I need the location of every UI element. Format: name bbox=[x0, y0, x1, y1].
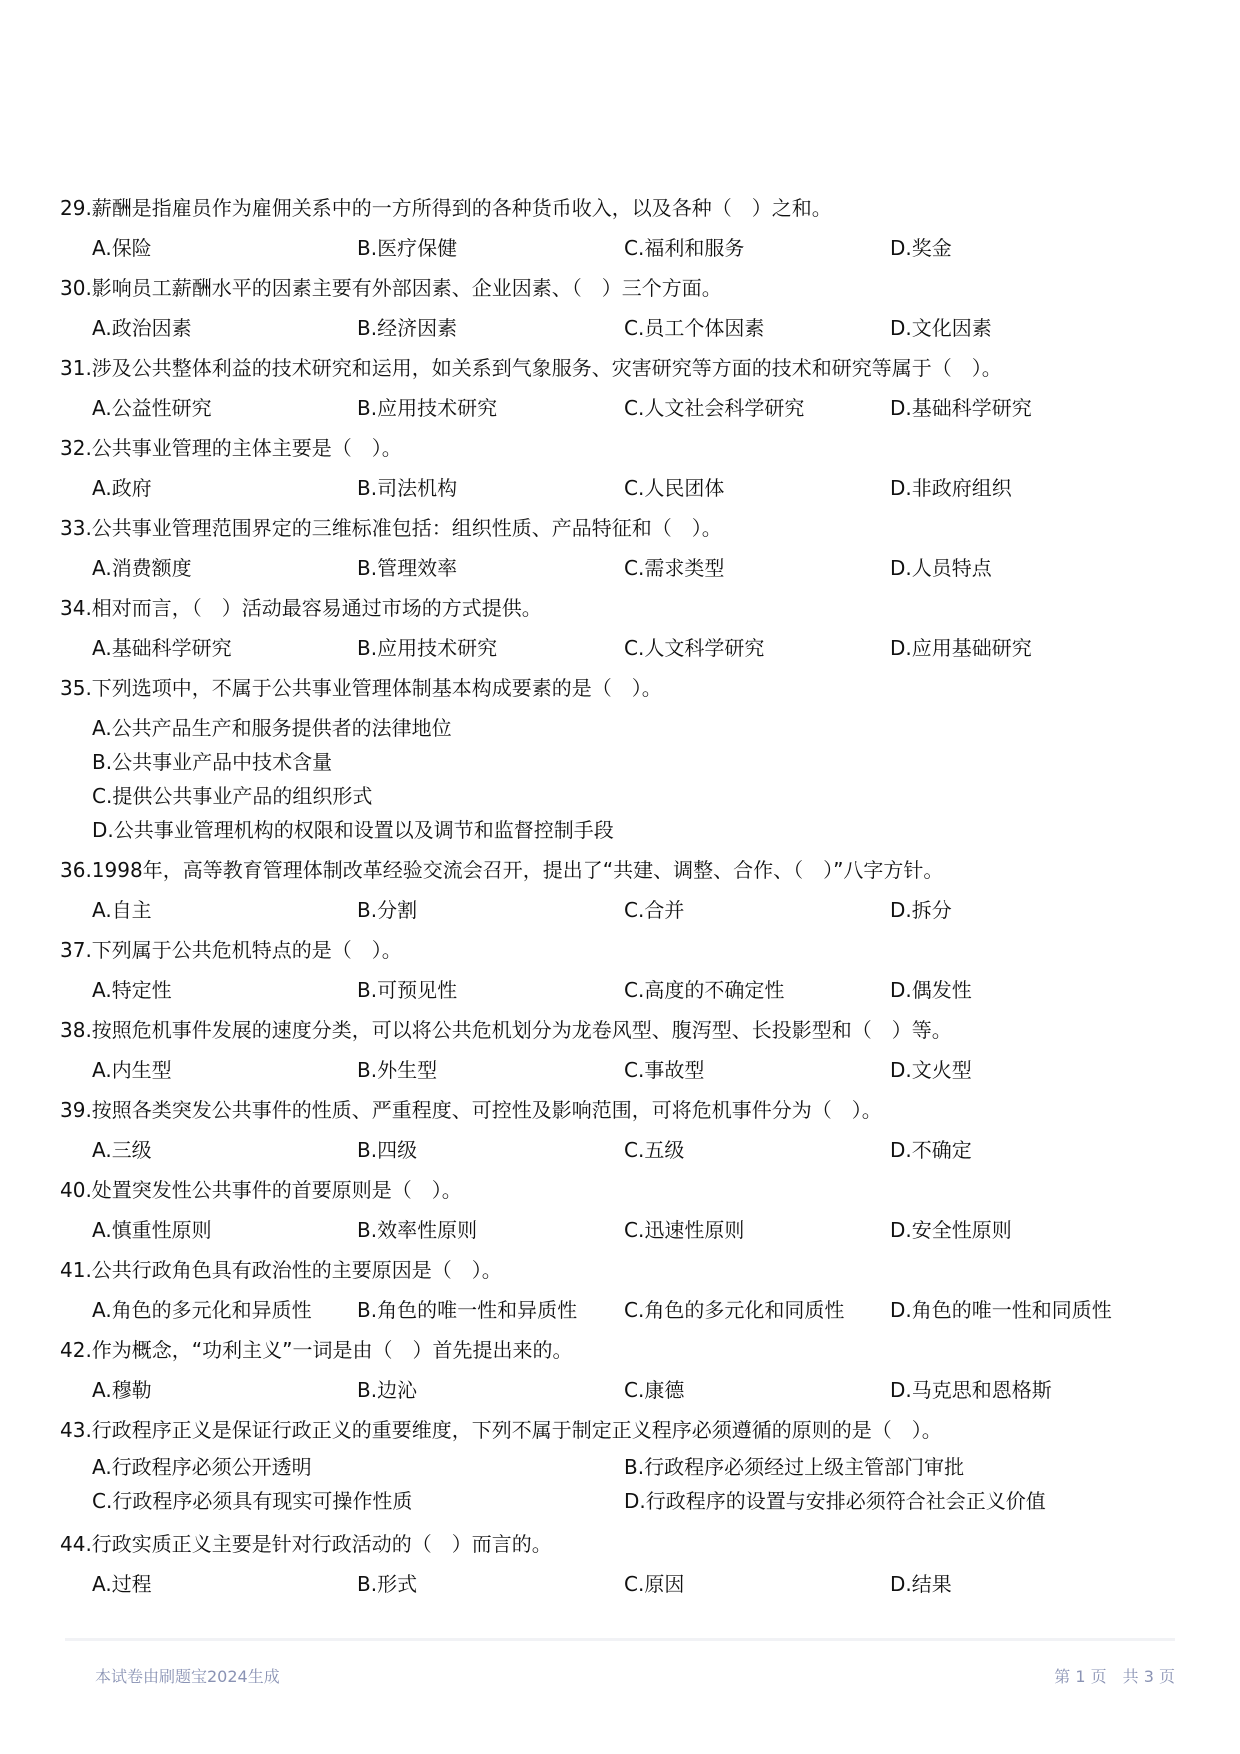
question-block bbox=[60, 668, 1180, 850]
question-block bbox=[60, 268, 1180, 348]
option-b[interactable]: B.医疗保健 bbox=[357, 236, 458, 260]
option-c[interactable]: C.员工个体因素 bbox=[624, 316, 765, 340]
question-block bbox=[60, 1090, 1180, 1170]
option-row bbox=[60, 308, 1180, 348]
question-stem: 40.处置突发性公共事件的首要原则是（ ）。 bbox=[60, 1178, 462, 1202]
option-row bbox=[60, 1210, 1180, 1250]
option-a[interactable]: A.角色的多元化和异质性 bbox=[92, 1298, 312, 1322]
option-c[interactable]: C.五级 bbox=[624, 1138, 685, 1162]
option-b[interactable]: B.行政程序必须经过上级主管部门审批 bbox=[624, 1455, 965, 1479]
option-row bbox=[60, 890, 1180, 930]
option-d[interactable]: D.结果 bbox=[890, 1572, 952, 1596]
option-row bbox=[60, 468, 1180, 508]
option-a[interactable]: A.内生型 bbox=[92, 1058, 172, 1082]
option-c[interactable]: C.需求类型 bbox=[624, 556, 725, 580]
option-c[interactable]: C.人民团体 bbox=[624, 476, 725, 500]
option-b[interactable]: B.四级 bbox=[357, 1138, 418, 1162]
question-block bbox=[60, 588, 1180, 668]
option-d[interactable]: D.偶发性 bbox=[890, 978, 972, 1002]
option-row bbox=[60, 388, 1180, 428]
option-a[interactable]: A.特定性 bbox=[92, 978, 172, 1002]
option-row bbox=[60, 1484, 1180, 1518]
option-d[interactable]: D.不确定 bbox=[890, 1138, 972, 1162]
question-block bbox=[60, 850, 1180, 930]
option-d[interactable]: D.行政程序的设置与安排必须符合社会正义价值 bbox=[624, 1489, 1046, 1513]
question-stem: 29.薪酬是指雇员作为雇佣关系中的一方所得到的各种货币收入，以及各种（ ）之和。 bbox=[60, 196, 832, 220]
question-stem: 32.公共事业管理的主体主要是（ ）。 bbox=[60, 436, 402, 460]
option-b[interactable]: B.形式 bbox=[357, 1572, 418, 1596]
option-b[interactable]: B.边沁 bbox=[357, 1378, 418, 1402]
option-b[interactable]: B.管理效率 bbox=[357, 556, 458, 580]
question-stem: 35.下列选项中，不属于公共事业管理体制基本构成要素的是（ ）。 bbox=[60, 676, 662, 700]
option-c[interactable]: C.迅速性原则 bbox=[624, 1218, 745, 1242]
option-c[interactable]: C.福利和服务 bbox=[624, 236, 745, 260]
option-d[interactable]: D.文化因素 bbox=[890, 316, 992, 340]
option-d[interactable]: D.文火型 bbox=[890, 1058, 972, 1082]
question-stem: 38.按照危机事件发展的速度分类，可以将公共危机划分为龙卷风型、腹泻型、长投影型和（ ）等。 bbox=[60, 1018, 952, 1042]
option-a[interactable]: A.政治因素 bbox=[92, 316, 192, 340]
option-b[interactable]: B.效率性原则 bbox=[357, 1218, 478, 1242]
option-a[interactable]: A.公益性研究 bbox=[92, 396, 212, 420]
option-d[interactable]: D.角色的唯一性和同质性 bbox=[890, 1298, 1112, 1322]
option-b[interactable]: B.应用技术研究 bbox=[357, 636, 498, 660]
option-a[interactable]: A.政府 bbox=[92, 476, 152, 500]
question-block bbox=[60, 188, 1180, 268]
option-c[interactable]: C.高度的不确定性 bbox=[624, 978, 785, 1002]
option-d[interactable]: D.公共事业管理机构的权限和设置以及调节和监督控制手段 bbox=[92, 818, 614, 842]
option-a[interactable]: A.过程 bbox=[92, 1572, 152, 1596]
option-b[interactable]: B.可预见性 bbox=[357, 978, 458, 1002]
option-row bbox=[60, 548, 1180, 588]
option-row bbox=[60, 1050, 1180, 1090]
option-a[interactable]: A.穆勒 bbox=[92, 1378, 152, 1402]
option-c[interactable]: C.角色的多元化和同质性 bbox=[624, 1298, 845, 1322]
question-stem: 34.相对而言，（ ）活动最容易通过市场的方式提供。 bbox=[60, 596, 542, 620]
option-row bbox=[60, 1290, 1180, 1330]
option-row bbox=[60, 970, 1180, 1010]
option-b[interactable]: B.经济因素 bbox=[357, 316, 458, 340]
option-c[interactable]: C.合并 bbox=[624, 898, 685, 922]
option-c[interactable]: C.康德 bbox=[624, 1378, 685, 1402]
option-row bbox=[60, 628, 1180, 668]
footer-page-number: 第 1 页 共 3 页 bbox=[1054, 1667, 1175, 1686]
option-c[interactable]: C.行政程序必须具有现实可操作性质 bbox=[92, 1489, 413, 1513]
question-stem: 42.作为概念，“功利主义”一词是由（ ）首先提出来的。 bbox=[60, 1338, 573, 1362]
footer-source: 本试卷由刷题宝2024生成 bbox=[95, 1667, 280, 1686]
question-block bbox=[60, 348, 1180, 428]
option-c[interactable]: C.人文科学研究 bbox=[624, 636, 765, 660]
question-stem: 41.公共行政角色具有政治性的主要原因是（ ）。 bbox=[60, 1258, 502, 1282]
option-b[interactable]: B.外生型 bbox=[357, 1058, 438, 1082]
option-row bbox=[60, 1450, 1180, 1484]
option-d[interactable]: D.奖金 bbox=[890, 236, 952, 260]
option-c[interactable]: C.提供公共事业产品的组织形式 bbox=[92, 784, 373, 808]
question-stem: 44.行政实质正义主要是针对行政活动的（ ）而言的。 bbox=[60, 1532, 552, 1556]
question-stem: 43.行政程序正义是保证行政正义的重要维度，下列不属于制定正义程序必须遵循的原则的是（ ）。 bbox=[60, 1418, 942, 1442]
question-block bbox=[60, 1330, 1180, 1410]
question-block bbox=[60, 1170, 1180, 1250]
option-a[interactable]: A.慎重性原则 bbox=[92, 1218, 212, 1242]
question-stem: 37.下列属于公共危机特点的是（ ）。 bbox=[60, 938, 402, 962]
option-d[interactable]: D.安全性原则 bbox=[890, 1218, 1012, 1242]
question-block bbox=[60, 428, 1180, 508]
option-d[interactable]: D.人员特点 bbox=[890, 556, 992, 580]
footer-divider bbox=[65, 1638, 1175, 1641]
option-d[interactable]: D.基础科学研究 bbox=[890, 396, 1032, 420]
question-block bbox=[60, 1250, 1180, 1330]
option-c[interactable]: C.人文社会科学研究 bbox=[624, 396, 805, 420]
question-block bbox=[60, 930, 1180, 1010]
option-b[interactable]: B.角色的唯一性和异质性 bbox=[357, 1298, 578, 1322]
question-stem: 39.按照各类突发公共事件的性质、严重程度、可控性及影响范围，可将危机事件分为（ ）。 bbox=[60, 1098, 882, 1122]
option-d[interactable]: D.非政府组织 bbox=[890, 476, 1012, 500]
option-a[interactable]: A.保险 bbox=[92, 236, 152, 260]
question-stem: 33.公共事业管理范围界定的三维标准包括：组织性质、产品特征和（ ）。 bbox=[60, 516, 722, 540]
option-a[interactable]: A.自主 bbox=[92, 898, 152, 922]
question-block bbox=[60, 508, 1180, 588]
option-b[interactable]: B.公共事业产品中技术含量 bbox=[92, 750, 333, 774]
option-a[interactable]: A.消费额度 bbox=[92, 556, 192, 580]
option-c[interactable]: C.原因 bbox=[624, 1572, 685, 1596]
question-list bbox=[60, 188, 1180, 1604]
option-a[interactable]: A.行政程序必须公开透明 bbox=[92, 1455, 312, 1479]
option-row bbox=[60, 1564, 1180, 1604]
option-a[interactable]: A.三级 bbox=[92, 1138, 152, 1162]
option-a[interactable]: A.基础科学研究 bbox=[92, 636, 232, 660]
question-block bbox=[60, 1010, 1180, 1090]
option-row bbox=[60, 1370, 1180, 1410]
option-d[interactable]: D.拆分 bbox=[890, 898, 952, 922]
question-stem: 36.1998年，高等教育管理体制改革经验交流会召开，提出了“共建、调整、合作、（ ）”八字方针。 bbox=[60, 858, 944, 882]
option-b[interactable]: B.应用技术研究 bbox=[357, 396, 498, 420]
question-block bbox=[60, 1410, 1180, 1524]
option-a[interactable]: A.公共产品生产和服务提供者的法律地位 bbox=[92, 716, 452, 740]
question-stem: 30.影响员工薪酬水平的因素主要有外部因素、企业因素、（ ）三个方面。 bbox=[60, 276, 722, 300]
option-b[interactable]: B.分割 bbox=[357, 898, 418, 922]
question-stem: 31.涉及公共整体利益的技术研究和运用，如关系到气象服务、灾害研究等方面的技术和研究等属于（ ）。 bbox=[60, 356, 1002, 380]
option-d[interactable]: D.马克思和恩格斯 bbox=[890, 1378, 1052, 1402]
option-c[interactable]: C.事故型 bbox=[624, 1058, 705, 1082]
question-block bbox=[60, 1524, 1180, 1604]
option-b[interactable]: B.司法机构 bbox=[357, 476, 458, 500]
option-d[interactable]: D.应用基础研究 bbox=[890, 636, 1032, 660]
option-row bbox=[60, 228, 1180, 268]
option-row bbox=[60, 1130, 1180, 1170]
